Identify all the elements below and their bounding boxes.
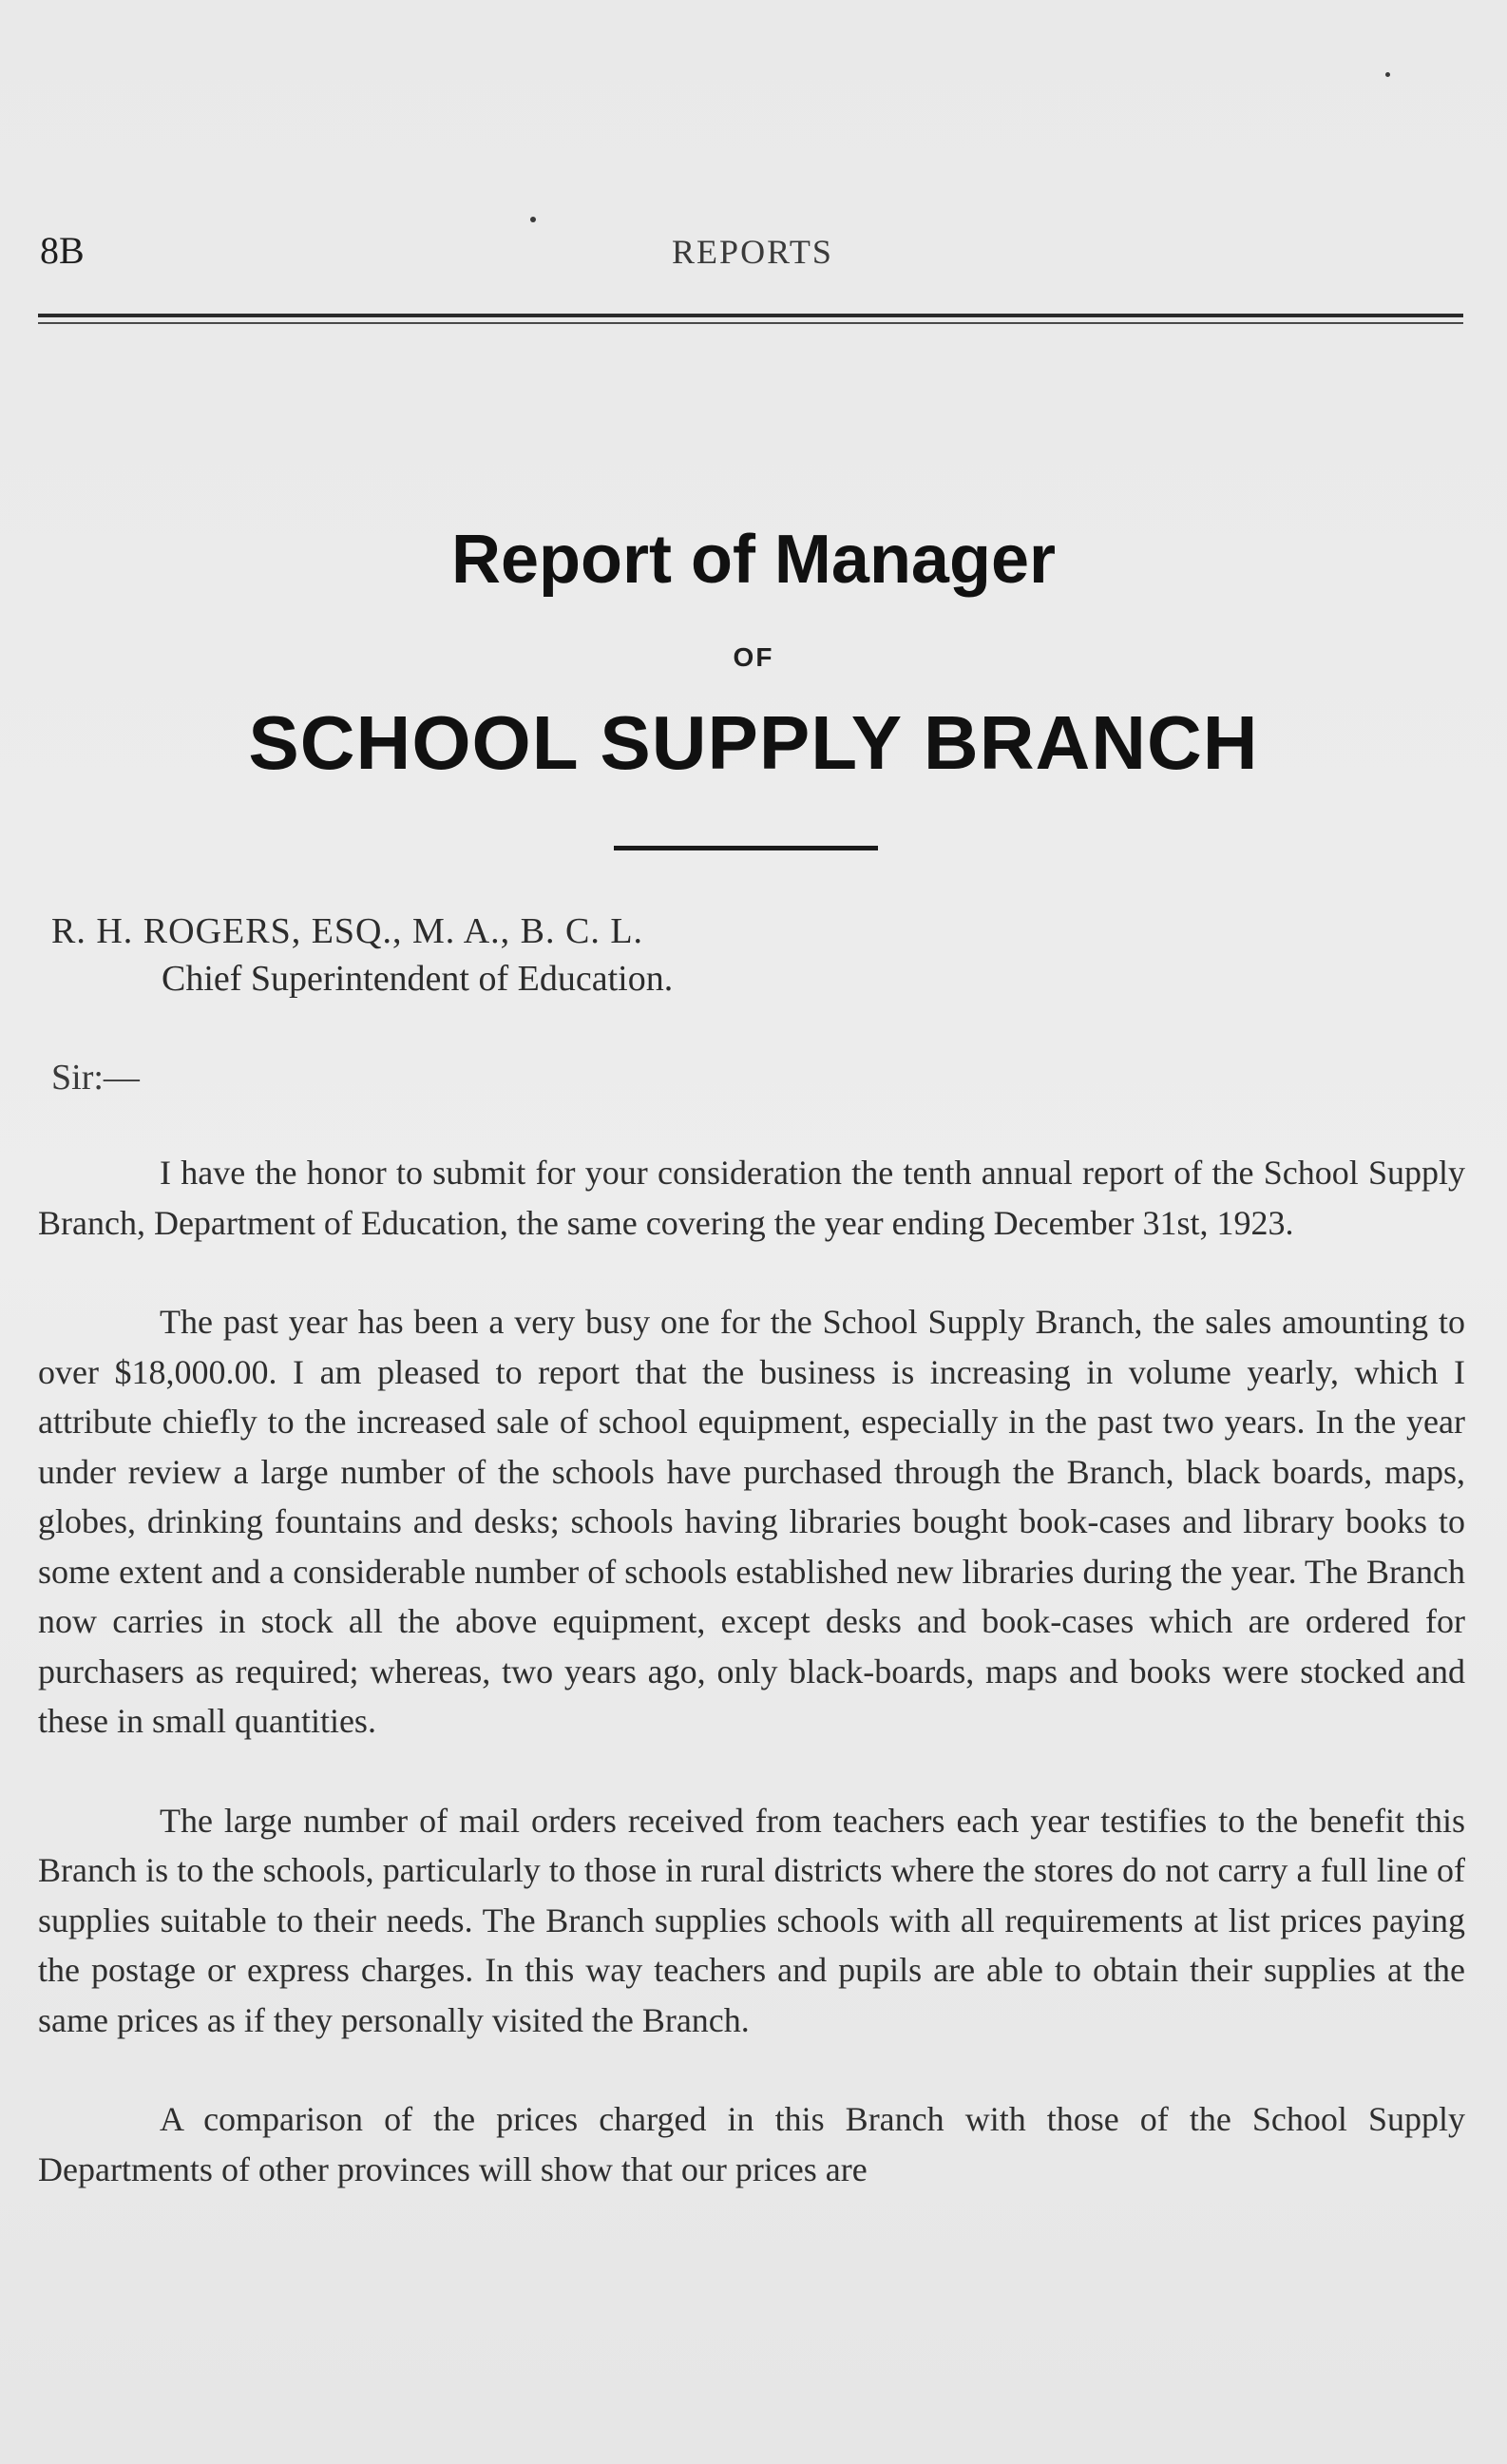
report-title: Report of Manager <box>450 522 1057 598</box>
body-text <box>38 1148 1465 2194</box>
print-speck <box>1385 72 1390 77</box>
title-divider <box>614 846 878 850</box>
paragraph-1: I have the honor to submit for your consideration the tenth annual report of the School Supply Branch, Department of Education, the same covering the year ending December 31st, 1923. <box>38 1154 1465 1242</box>
running-header <box>40 228 1465 285</box>
page-number: 8B <box>40 229 85 272</box>
addressee-block <box>51 910 673 1000</box>
header-rule-thin <box>38 322 1463 324</box>
paragraph-2: The past year has been a very busy one for the School Supply Branch, the sales amounting to over $18,000.00. I am pleased to report that the business is increasing in volume yearly, which I attribute chiefly to the increased sale of school equipment, especially in the past two years. In the year under review a large number of the schools have purchased through the Branch, black boards, maps, globes, drinking fountains and desks; schools having libraries bought book-cases and library books to some extent and a considerable number of schools established new libraries during the year. The Branch now carries in stock all the above equipment, except desks and book-cases which are ordered for purchasers as required; whereas, two years ago, only black-boards, maps and books were stocked and these in small quantities. <box>38 1303 1465 1740</box>
paragraph-3: The large number of mail orders received from teachers each year testifies to the benefit this Branch is to the schools, particularly to those in rural districts where the stores do not carry a full line of supplies suitable to their needs. The Branch supplies schools with all requirements at list prices paying the postage or express charges. In this way teachers and pupils are able to obtain their supplies at the same prices as if they personally visited the Branch. <box>38 1801 1465 2039</box>
report-title-connector: OF <box>733 642 774 672</box>
print-speck <box>530 217 536 222</box>
running-title: REPORTS <box>672 233 833 271</box>
header-double-rule <box>38 314 1463 327</box>
addressee-name: R. H. ROGERS, ESQ., M. A., B. C. L. <box>51 911 644 951</box>
salutation: Sir:— <box>51 1058 140 1098</box>
addressee-role: Chief Superintendent of Education. <box>162 959 674 999</box>
header-rule-thick <box>38 314 1463 317</box>
paragraph-4: A comparison of the prices charged in this Branch with those of the School Supply Departments of other provinces will show that our prices are <box>38 2100 1465 2188</box>
report-subtitle: SCHOOL SUPPLY BRANCH <box>248 700 1259 785</box>
